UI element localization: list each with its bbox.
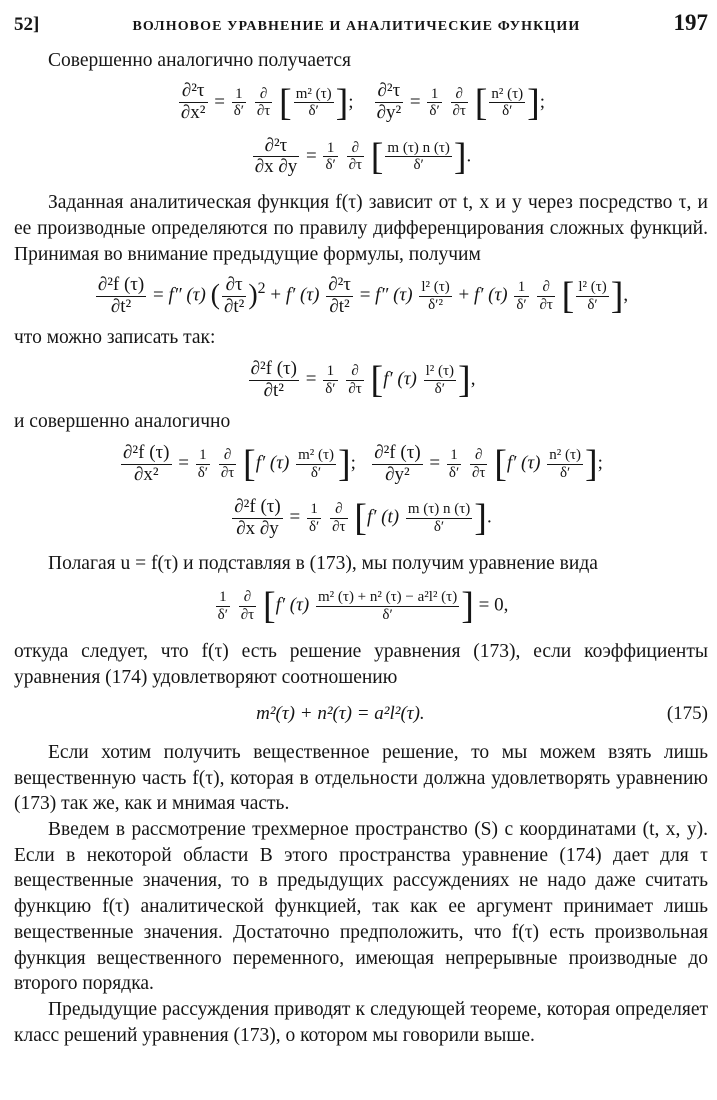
paragraph-4: и совершенно аналогично bbox=[14, 411, 231, 433]
equation-zero: $\frac{1}{\delta'}$ $\frac{\partial}{\partial\tau}$ [f′ (τ) $\frac{\text{m² (τ) + n² (τ) − a²l² (τ)}}{\delta'}$ ] = 0, bbox=[217, 585, 509, 628]
page-number: 197 bbox=[673, 10, 708, 35]
paragraph-3: что можно записать так: bbox=[14, 327, 216, 349]
paragraph-6: откуда следует, что f(τ) есть решение уравнения (173), если коэффициенты уравнения (174) удовлетворяют соотношению bbox=[14, 641, 708, 688]
equation-d2f-dxdy: $\frac{\text{∂²f (τ)}}{\partial x \partial y}$ = $\frac{1}{\delta'}$ $\frac{\partial}{\partial\tau}$ [f′ (t) $\frac{m (\tau) n (\tau)}{\delta'}$ ]. bbox=[234, 495, 492, 540]
paragraph-5: Полагая u = f(τ) и подставляя в (173), мы получим уравнение вида bbox=[48, 553, 598, 575]
equation-number: (175) bbox=[666, 702, 708, 724]
equation-d2f-dt2-expanded: $\frac{\text{∂²f (τ)}}{\text{∂t²}}$ = f″ (τ) ( $\frac{\partial\tau}{\text{∂t²}}$ )$^2$ + f′ (τ) $\frac{\text{∂²τ}}{\text{∂t²}}$ = f″ (τ) $\frac{\text{l² (τ)}}{\text{δ′²}}$ + f′ (τ) $\frac{1}{\delta'}$ $\frac{\partial}{\partial\tau}$ [ $\frac{\text{l² (τ)}}{\delta'}$ ], bbox=[97, 273, 629, 318]
paragraph-2: Заданная аналитическая функция f(τ) зависит от t, x и y через посредство τ, и ее производные определяются по правилу дифференцирования сложных функций. Принимая во внимание предыдущие формулы, получим bbox=[14, 192, 708, 265]
equation-d2f-dt2: $\frac{\text{∂²f (τ)}}{\text{∂t²}}$ = $\frac{1}{\delta'}$ $\frac{\partial}{\partial\tau}$ [f′ (τ) $\frac{\text{l² (τ)}}{\delta'}$ ], bbox=[250, 357, 476, 402]
paragraph-9: Предыдущие рассуждения приводят к следующей теореме, которая определяет класс решений уравнения (173), о котором мы говорили выше. bbox=[14, 999, 708, 1046]
paragraph-1: Совершенно аналогично получается bbox=[48, 50, 352, 71]
paragraph-8: Введем в рассмотрение трехмерное пространство (S) с координатами (t, x, y). Если в некоторой области B этого пространства уравнение (174) дает для τ вещественные значения, то в предыдущих рассуждениях не надо даже считать функцию f(τ) аналитической функцией, так как ее аргумент принимает лишь вещественные значения. Достаточно предположить, что f(τ) есть произвольная функция вещественного переменного, имеющая непрерывные производные до второго порядка. bbox=[14, 818, 708, 995]
running-title: ВОЛНОВОЕ УРАВНЕНИЕ И АНАЛИТИЧЕСКИЕ ФУНКЦИИ bbox=[132, 19, 581, 34]
equation-175: (175) m²(τ) + n²(τ) = a²l²(τ). bbox=[14, 701, 708, 726]
page bbox=[14, 8, 708, 1049]
page-header bbox=[14, 8, 708, 48]
equation-d2tau-dxdy: $\frac{\text{∂²τ}}{\partial x \partial y}$ = $\frac{1}{\delta'}$ $\frac{\partial}{\partial\tau}$ [ $\frac{m (\tau) n (\tau)}{\delta'}$ ]. bbox=[254, 134, 472, 178]
equation-d2f-dx2-dy2: $\frac{\text{∂²f (τ)}}{\text{∂x²}}$ = $\frac{1}{\delta'}$ $\frac{\partial}{\partial\tau}$ [f′ (τ) $\frac{\text{m² (τ)}}{\delta'}$ ]; $\frac{\text{∂²f (τ)}}{\text{∂y²}}$ = $\frac{1}{\delta'}$ $\frac{\partial}{\partial\tau}$ [f′ (τ) $\frac{\text{n² (τ)}}{\delta'}$ ]; bbox=[123, 441, 603, 486]
section-number: 52] bbox=[14, 14, 40, 35]
fraction: $\frac{\text{∂²τ}}{\text{∂x²}}$ bbox=[180, 80, 206, 124]
paragraph-7: Если хотим получить вещественное решение, то мы можем взять лишь вещественную часть f(τ), которая в отдельности должна удовлетворять уравнению (173) так же, как и мнимая часть. bbox=[14, 741, 708, 815]
equation-d2tau-dx2-dy2: $\frac{\text{∂²τ}}{\text{∂x²}}$ = $\frac{1}{\delta'}$ $\frac{\partial}{\partial\tau}$ [ $\frac{\text{m² (τ)}}{\delta'}$ ]; $\frac{\text{∂²τ}}{\text{∂y²}}$ = $\frac{1}{\delta'}$ $\frac{\partial}{\partial\tau}$ [ $\frac{\text{n² (τ)}}{\delta'}$ ]; bbox=[180, 80, 546, 124]
